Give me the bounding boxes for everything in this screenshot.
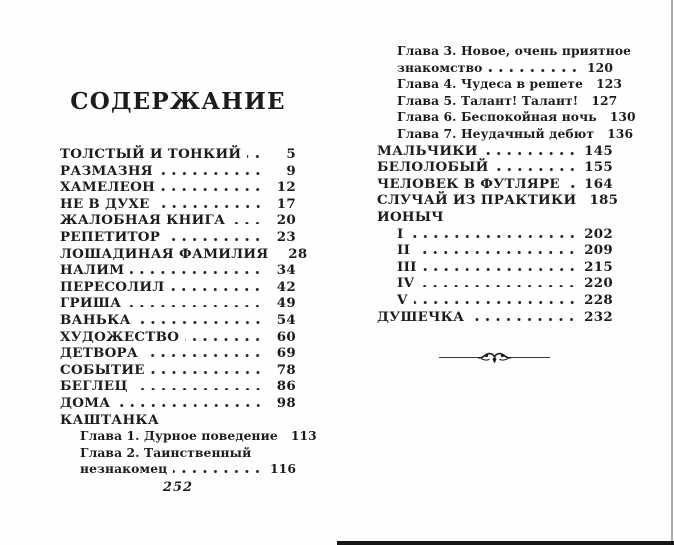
page-number: 69: [276, 345, 296, 362]
toc-entry-title: ЖАЛОБНАЯ КНИГА: [60, 212, 226, 229]
dot-leader: [127, 305, 263, 308]
dot-leader: [185, 338, 263, 341]
dot-leader: [470, 318, 577, 321]
toc-entry-title: Глава 6. Беспокойная ночь: [397, 109, 597, 125]
toc-entry-title: НАЛИМ: [60, 262, 125, 279]
toc-row: [377, 209, 613, 226]
page-number: 232: [584, 308, 613, 325]
dot-leader: [484, 152, 577, 155]
dot-leader: [247, 155, 263, 158]
toc-row: [377, 143, 613, 160]
toc-entry-title: ХАМЕЛЕОН: [60, 179, 156, 196]
page-number: 145: [584, 142, 613, 159]
toc-entry-title: НЕ В ДУХЕ: [60, 195, 150, 212]
toc-entry-title: V: [397, 291, 408, 308]
toc-row: [377, 309, 613, 326]
toc-row: [60, 212, 296, 229]
page-number: 136: [607, 125, 634, 141]
dot-leader: [137, 321, 263, 324]
page-number: 155: [584, 159, 613, 176]
toc-row: [377, 109, 636, 126]
toc-entry-title: БЕЛОЛОБЫЙ: [377, 159, 489, 176]
toc-row: [60, 329, 296, 346]
toc-row: [60, 428, 317, 445]
toc-entry-title: РАЗМАЗНЯ: [60, 162, 153, 179]
toc-row: [60, 179, 296, 196]
page-number: 130: [609, 109, 636, 125]
page-number: 23: [276, 228, 296, 245]
toc-entry-title: ПЕРЕСОЛИЛ: [60, 278, 165, 295]
toc-left-column: [60, 146, 317, 478]
toc-entry-title: III: [397, 258, 417, 275]
toc-row: [377, 125, 634, 143]
dot-leader: [410, 235, 578, 238]
page-number: 5: [286, 146, 296, 162]
page-number: 220: [584, 275, 613, 292]
page-number: 98: [276, 394, 296, 411]
dot-leader: [166, 238, 263, 241]
toc-row: [377, 226, 613, 243]
toc-entry-title: Глава 3. Новое, очень приятное: [397, 43, 632, 58]
toc-entry-title: СЛУЧАЙ ИЗ ПРАКТИКИ: [377, 192, 577, 209]
toc-row: [377, 76, 623, 93]
dot-leader: [231, 222, 263, 225]
toc-row: [60, 146, 296, 163]
scan-edge-bottom: [337, 541, 674, 545]
toc-entry-title: ДУШЕЧКА: [377, 308, 465, 325]
dot-leader: [117, 404, 264, 407]
divider-ornament-icon: [437, 349, 552, 366]
toc-entry-title: Глава 1. Дурное поведение: [80, 428, 278, 444]
toc-entry-title: IV: [397, 275, 415, 292]
dot-leader: [130, 271, 263, 274]
page-number: 49: [276, 295, 296, 312]
dot-leader: [161, 188, 263, 191]
toc-entry-title: СОБЫТИЕ: [60, 361, 145, 378]
toc-entry-title: ЛОШАДИНАЯ ФАМИЛИЯ: [60, 245, 269, 262]
dot-leader: [151, 371, 263, 374]
toc-row: [377, 292, 613, 309]
dot-leader: [414, 301, 577, 304]
toc-entry-title: РЕПЕТИТОР: [60, 228, 161, 245]
toc-entry-title: Глава 4. Чудеса в решете: [397, 76, 584, 92]
toc-row: [377, 259, 613, 276]
dot-leader: [566, 185, 577, 188]
page-number: 9: [286, 162, 296, 179]
toc-entry-title: ХУДОЖЕСТВО: [60, 328, 180, 345]
dot-leader: [134, 388, 263, 391]
toc-entry-title: ДОМА: [60, 394, 111, 411]
page-number: 28: [288, 245, 308, 262]
toc-entry-title: знакомство: [397, 59, 483, 75]
dot-leader: [170, 288, 263, 291]
toc-row: [60, 378, 296, 395]
toc-row: [60, 163, 296, 180]
toc-entry-title: КАШТАНКА: [60, 411, 160, 428]
toc-entry-title: МАЛЬЧИКИ: [377, 142, 478, 159]
toc-row: [60, 445, 296, 462]
page-number: 228: [584, 291, 613, 308]
page-number: 113: [290, 428, 317, 444]
page-number: 17: [276, 195, 296, 212]
page-number: 185: [589, 192, 619, 209]
toc-right-column: [377, 43, 636, 325]
toc-row: [60, 312, 296, 329]
toc-row: [377, 43, 632, 60]
page-title: СОДЕРЖАНИЕ: [70, 88, 286, 115]
dot-leader: [144, 354, 263, 357]
page-number: 34: [276, 262, 296, 279]
page-number: 215: [584, 258, 613, 275]
folio-page-number: 252: [162, 480, 194, 495]
dot-leader: [416, 251, 577, 254]
toc-entry-title: ГРИША: [60, 295, 122, 312]
page-number: 123: [596, 76, 623, 92]
page-number: 120: [587, 59, 613, 75]
toc-row: [60, 262, 296, 279]
dot-leader: [488, 69, 580, 72]
toc-row: [60, 279, 296, 296]
page-number: 209: [584, 242, 613, 259]
toc-row: [377, 176, 613, 193]
toc-row: [377, 92, 618, 110]
toc-entry-title: ВАНЬКА: [60, 311, 131, 328]
toc-entry-title: I: [397, 225, 404, 242]
dot-leader: [420, 285, 577, 288]
scan-edge-right: [671, 0, 673, 545]
toc-row: [377, 275, 613, 292]
page-number: 42: [276, 278, 296, 295]
toc-entry-title: Глава 7. Неудачный дебют: [397, 125, 595, 141]
dot-leader: [173, 470, 263, 473]
toc-entry-title: незнакомец: [80, 461, 168, 477]
dot-leader: [495, 168, 578, 171]
toc-row: [60, 461, 296, 478]
page-number: 20: [276, 212, 296, 229]
toc-row: [60, 362, 296, 379]
toc-row: [377, 159, 613, 176]
page-number: 164: [584, 175, 613, 192]
toc-row: [60, 295, 296, 312]
toc-row: [377, 242, 613, 259]
dot-leader: [159, 172, 263, 175]
toc-row: [60, 196, 296, 213]
page-number: 116: [270, 461, 296, 477]
toc-row: [60, 412, 296, 429]
page-number: 54: [276, 311, 296, 328]
toc-entry-title: БЕГЛЕЦ: [60, 378, 128, 395]
toc-row: [377, 192, 619, 209]
toc-row: [377, 60, 613, 77]
dot-leader: [423, 268, 577, 271]
toc-row: [60, 395, 296, 412]
page-number: 12: [276, 179, 296, 196]
toc-entry-title: ИОНЫЧ: [377, 208, 444, 225]
toc-row: [60, 345, 296, 362]
toc-entry-title: ЧЕЛОВЕК В ФУТЛЯРЕ: [377, 175, 560, 192]
page-number: 202: [584, 225, 613, 242]
page-number: 127: [591, 92, 618, 108]
toc-entry-title: ДЕТВОРА: [60, 345, 139, 362]
dot-leader: [156, 205, 263, 208]
page-number: 60: [276, 328, 296, 345]
page-number: 78: [276, 361, 296, 378]
toc-entry-title: II: [397, 242, 411, 259]
page-number: 86: [276, 378, 296, 395]
toc-entry-title: Глава 5. Талант! Талант!: [397, 92, 579, 108]
toc-entry-title: Глава 2. Таинственный: [80, 444, 252, 460]
toc-entry-title: ТОЛСТЫЙ И ТОНКИЙ: [60, 146, 242, 162]
toc-row: [60, 229, 296, 246]
toc-row: [60, 245, 308, 263]
